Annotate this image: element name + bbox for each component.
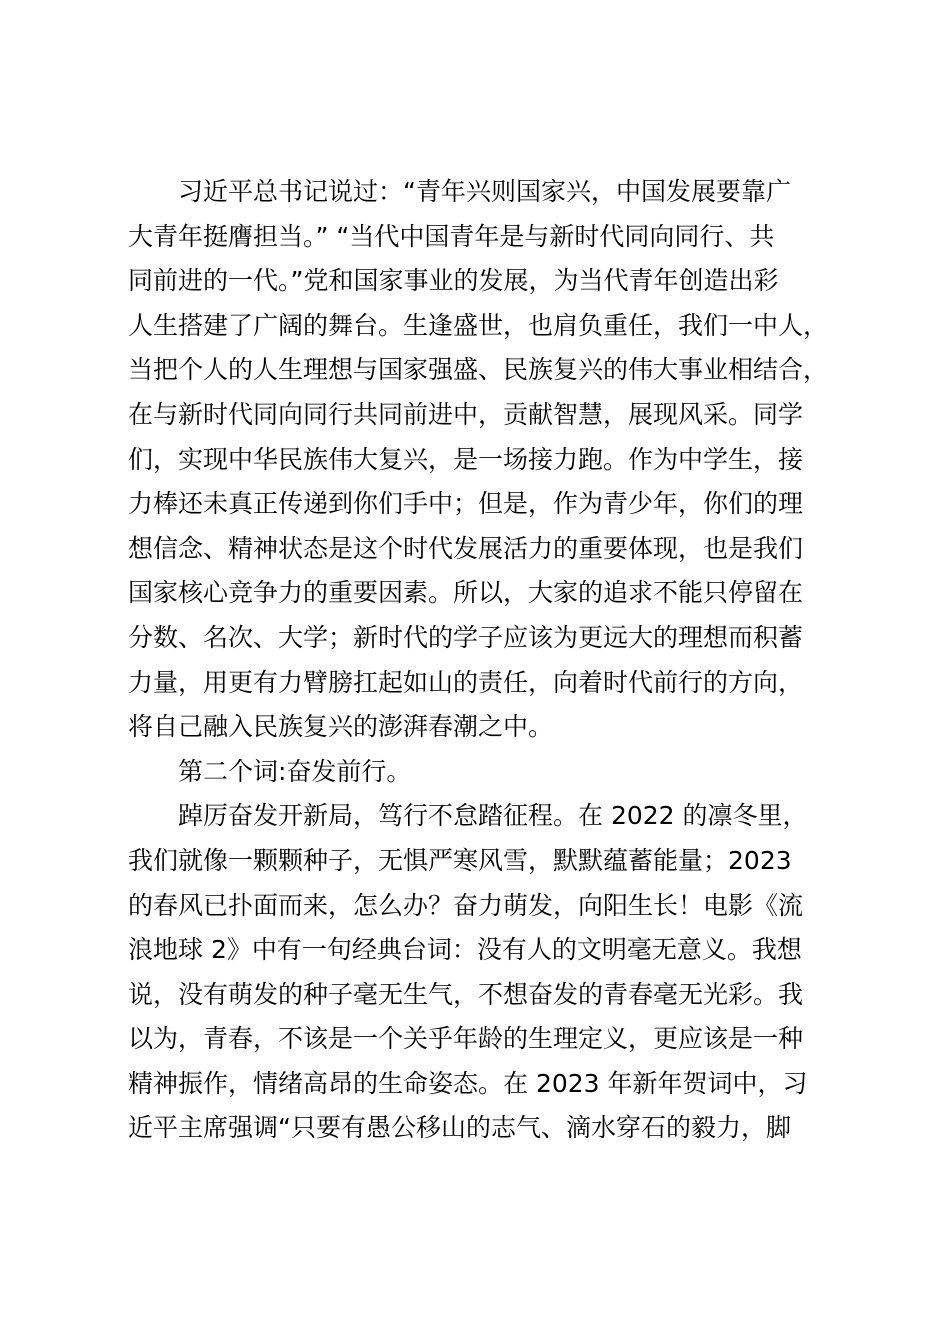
- text-line: 大青年挺膺担当。” “当代中国青年是与新时代同向同行、共: [128, 221, 775, 251]
- text-line: 将自己融入民族复兴的澎湃春潮之中。: [128, 712, 554, 742]
- text-line: 当把个人的人生理想与国家强盛、民族复兴的伟大事业相结合，: [128, 355, 829, 385]
- text-line: 国家核心竞争力的重要因素。所以，大家的追求不能只停留在: [128, 578, 804, 608]
- text-line: 力棒还未真正传递到你们手中；但是，作为青少年，你们的理: [128, 489, 804, 519]
- text-line: 同前进的一代。”党和国家事业的发展，为当代青年创造出彩: [128, 266, 779, 296]
- text-line: 以为，青春，不该是一个关乎年龄的生理定义，更应该是一种: [128, 1024, 804, 1054]
- text-line: 踔厉奋发开新局，笃行不怠踏征程。在 2022 的凛冬里，: [178, 801, 808, 831]
- text-line: 近平主席强调“只要有愚公移山的志气、滴水穿石的毅力，脚: [128, 1113, 791, 1143]
- text-line: 在与新时代同向同行共同前进中，贡献智慧，展现风采。同学: [128, 399, 804, 429]
- text-line: 精神振作，情绪高昂的生命姿态。在 2023 年新年贺词中，习: [128, 1068, 808, 1098]
- text-line: 想信念、精神状态是这个时代发展活力的重要体现，也是我们: [128, 533, 804, 563]
- text-line: 们，实现中华民族伟大复兴，是一场接力跑。作为中学生，接: [128, 444, 804, 474]
- text-line: 浪地球 2》中有一句经典台词：没有人的文明毫无意义。我想: [128, 935, 802, 965]
- text-line: 习近平总书记说过：“青年兴则国家兴，中国发展要靠广: [178, 177, 791, 206]
- text-line: 力量，用更有力臂膀扛起如山的责任，向着时代前行的方向，: [128, 667, 804, 697]
- text-line: 分数、名次、大学；新时代的学子应该为更远大的理想而积蓄: [128, 622, 804, 652]
- text-line: 人生搭建了广阔的舞台。生逢盛世，也肩负重任，我们一中人，: [128, 310, 829, 340]
- text-line: 的春风已扑面而来，怎么办？奋力萌发，向阳生长！电影《流: [128, 890, 804, 920]
- text-line: 我们就像一颗颗种子，无惧严寒风雪，默默蕴蓄能量；2023: [128, 845, 792, 875]
- document-body: [128, 170, 838, 1151]
- text-line: 说，没有萌发的种子毫无生气，不想奋发的青春毫无光彩。我: [128, 979, 804, 1009]
- section-heading: 第二个词:奋发前行。: [178, 756, 412, 786]
